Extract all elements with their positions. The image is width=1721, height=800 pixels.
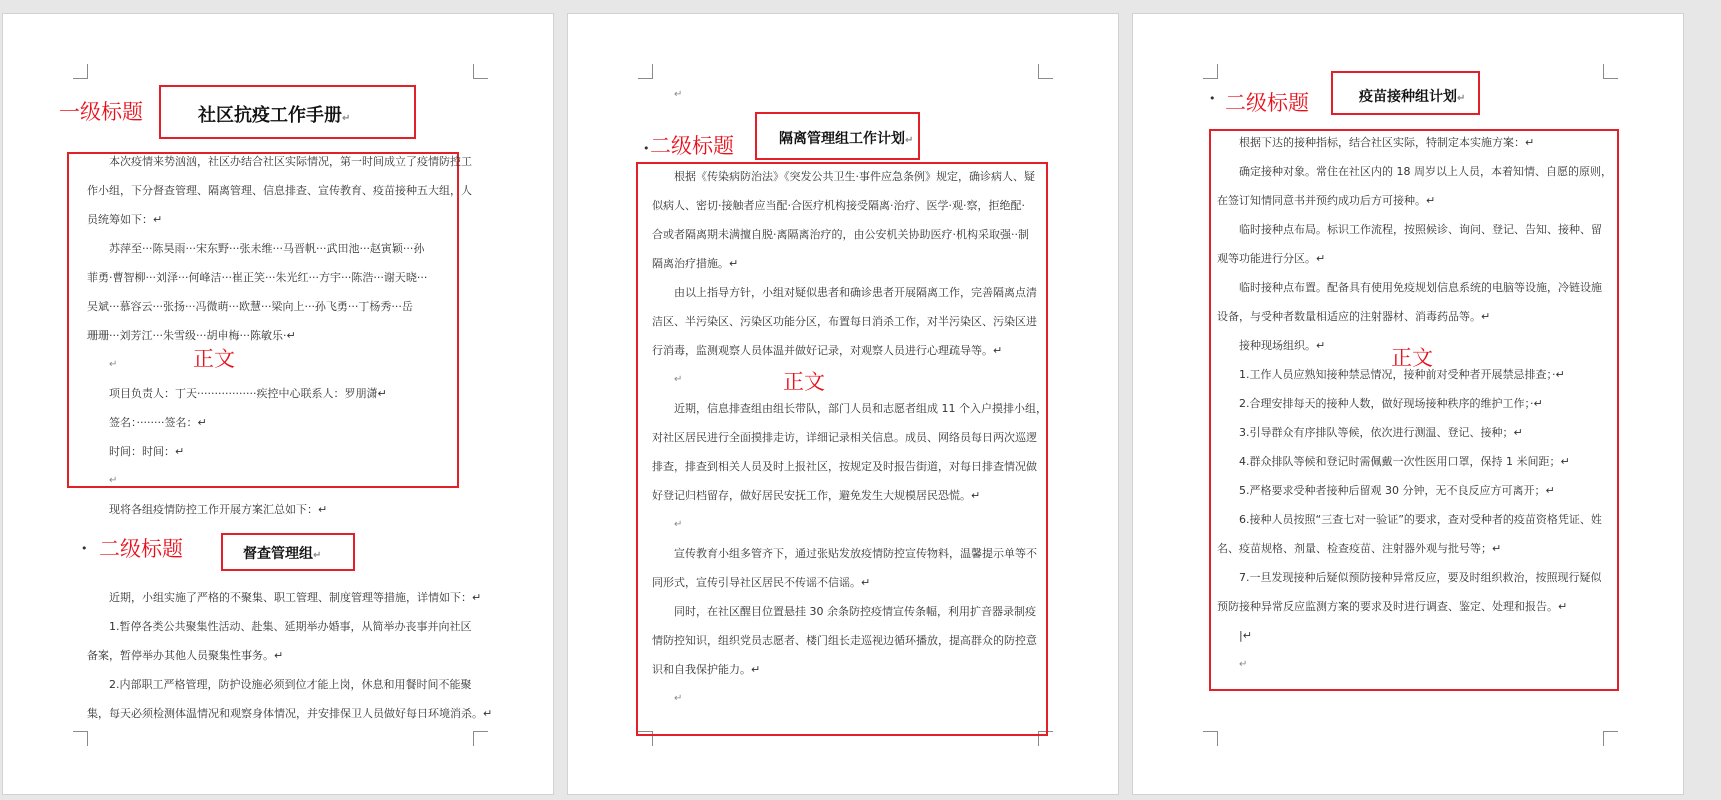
body-line[interactable]: 6.接种人员按照“三查七对一验证”的要求，查对受种者的疫苗资格凭证、姓 [1239, 513, 1602, 526]
body-text-box [636, 162, 1048, 736]
document-main-title[interactable]: 社区抗疫工作手册↵ [198, 105, 351, 126]
document-page-2 [567, 13, 1119, 795]
body-line[interactable]: 珊珊···刘芳江···朱雪级···胡申梅···陈敏乐·↵ [87, 329, 296, 342]
body-line[interactable]: 排查，排查到相关人员及时上报社区，按规定及时报告街道，对每日排查情况做 [652, 460, 1037, 473]
paragraph-mark: ↵ [674, 693, 683, 704]
body-line[interactable]: 预防接种异常反应监测方案的要求及时进行调查、鉴定、处理和报告。↵ [1217, 600, 1568, 613]
body-line[interactable]: 近期，小组实施了严格的不聚集、职工管理、制度管理等措施，详情如下：↵ [109, 591, 482, 604]
corner-mark [73, 731, 88, 746]
section-title[interactable]: 疫苗接种组计划↵ [1359, 89, 1466, 105]
body-line[interactable]: 1.工作人员应熟知接种禁忌情况，接种前对受种者开展禁忌排查；·↵ [1239, 368, 1565, 381]
body-line[interactable]: 洁区、半污染区、污染区功能分区，布置每日消杀工作，对半污染区、污染区进 [652, 315, 1037, 328]
body-line[interactable]: 识和自我保护能力。↵ [652, 663, 761, 676]
corner-mark [1203, 731, 1218, 746]
body-line[interactable]: 集，每天必须检测体温情况和观察身体情况，并安排保卫人员做好每日环境消杀。↵ [87, 707, 493, 720]
body-line[interactable]: 由以上指导方针，小组对疑似患者和确诊患者开展隔离工作，完善隔离点清 [674, 286, 1037, 299]
body-line[interactable]: 3.引导群众有序排队等候，依次进行测温、登记、接种；↵ [1239, 426, 1523, 439]
heading-bullet: • [643, 142, 650, 155]
body-line[interactable]: 时间：时间：↵ [109, 445, 185, 458]
body-line[interactable]: 1.暂停各类公共聚集性活动、赴集、延期举办婚事，从简举办丧事并向社区 [109, 620, 472, 633]
summary-line[interactable]: 现将各组疫情防控工作开展方案汇总如下：↵ [109, 503, 328, 516]
body-line[interactable]: 本次疫情来势汹汹，社区办结合社区实际情况，第一时间成立了疫情防控工 [109, 155, 472, 168]
corner-mark [73, 64, 88, 79]
body-line[interactable]: 吴斌···慕容云···张扬···冯微萌···欧慧···梁向上···孙飞勇···丁杨秀···岳 [87, 300, 413, 313]
body-line[interactable]: 宣传教育小组多管齐下，通过张贴发放疫情防控宣传物料，温馨提示单等不 [674, 547, 1037, 560]
body-line[interactable]: 确定接种对象。常住在社区内的 18 周岁以上人员，本着知情、自愿的原则， [1239, 165, 1612, 178]
body-line[interactable]: 5.严格要求受种者接种后留观 30 分钟，无不良反应方可离开；↵ [1239, 484, 1555, 497]
body-text-label: 正文 [193, 347, 235, 371]
body-text-label: 正文 [783, 370, 825, 394]
body-line[interactable]: 设备，与受种者数量相适应的注射器材、消毒药品等。↵ [1217, 310, 1491, 323]
body-line[interactable]: 苏萍至···陈昊雨···宋东野···张未维···马晋帆···武田池···赵寅颖···孙 [109, 242, 425, 255]
body-line[interactable]: 接种现场组织。↵ [1239, 339, 1326, 352]
corner-mark [1603, 731, 1618, 746]
paragraph-mark: ↵ [1239, 659, 1248, 670]
corner-mark [473, 64, 488, 79]
body-line[interactable]: 同形式，宣传引导社区居民不传谣不信谣。↵ [652, 576, 871, 589]
body-line[interactable]: 观等功能进行分区。↵ [1217, 252, 1326, 265]
body-line[interactable]: 项目负责人：丁天·················疾控中心联系人：罗朋潇↵ [109, 387, 387, 400]
body-line[interactable]: 7.一旦发现接种后疑似预防接种异常反应，要及时组织救治，按照现行疑似 [1239, 571, 1602, 584]
section-title[interactable]: 隔离管理组工作计划↵ [779, 131, 914, 147]
paragraph-mark: ↵ [109, 475, 118, 486]
body-line[interactable]: 2.内部职工严格管理，防护设施必须到位才能上岗，休息和用餐时间不能聚 [109, 678, 472, 691]
paragraph-mark: ↵ [674, 89, 683, 100]
body-line[interactable]: 在签订知情同意书并预约成功后方可接种。↵ [1217, 194, 1436, 207]
body-line[interactable]: 同时，在社区醒目位置悬挂 30 余条防控疫情宣传条幅，利用扩音器录制疫 [674, 605, 1036, 618]
body-line[interactable]: 名、疫苗规格、剂量、检查疫苗、注射器外观与批号等；↵ [1217, 542, 1502, 555]
document-page-1 [2, 13, 554, 795]
body-line[interactable]: 近期，信息排查组由组长带队，部门人员和志愿者组成 11 个入户摸排小组， [674, 402, 1047, 415]
heading-bullet: • [1209, 92, 1216, 105]
body-line[interactable]: 似病人、密切·接触者应当配·合医疗机构接受隔离·治疗、医学·观·察，拒绝配· [652, 199, 1025, 212]
corner-mark [1603, 64, 1618, 79]
body-line[interactable]: 好登记归档留存，做好居民安抚工作，避免发生大规模居民恐慌。↵ [652, 489, 981, 502]
level2-heading-label: 二级标题 [99, 537, 183, 561]
body-line[interactable]: 临时接种点布局。标识工作流程，按照候诊、询问、登记、告知、接种、留 [1239, 223, 1602, 236]
body-line[interactable]: 签名：········签名：↵ [109, 416, 207, 429]
body-line[interactable]: 临时接种点布置。配备具有使用免疫规划信息系统的电脑等设施，冷链设施 [1239, 281, 1602, 294]
body-text-label: 正文 [1391, 346, 1433, 370]
body-line[interactable]: 合或者隔离期未满擅自脱·离隔离治疗的，由公安机关协助医疗·机构采取强··制 [652, 228, 1029, 241]
heading-bullet: • [81, 542, 88, 555]
text-cursor-line[interactable]: |↵ [1239, 629, 1252, 642]
body-line[interactable]: 员统筹如下：↵ [87, 213, 163, 226]
body-line[interactable]: 菲勇·曹智柳···刘泽···何峰洁···崔正笑···朱光红···方宇···陈浩···谢天晓··· [87, 271, 428, 284]
corner-mark [473, 731, 488, 746]
level2-heading-label: 二级标题 [650, 134, 734, 158]
document-page-3 [1132, 13, 1684, 795]
section-title[interactable]: 督查管理组↵ [243, 546, 322, 562]
body-line[interactable]: 作小组，下分督查管理、隔离管理、信息排查、宣传教育、疫苗接种五大组，人 [87, 184, 472, 197]
corner-mark [1203, 64, 1218, 79]
paragraph-mark: ↵ [109, 359, 118, 370]
corner-mark [638, 64, 653, 79]
body-line[interactable]: 根据《传染病防治法》《突发公共卫生·事件应急条例》规定，确诊病人、疑 [674, 170, 1035, 183]
paragraph-mark: ↵ [674, 374, 683, 385]
body-line[interactable]: 对社区居民进行全面摸排走访，详细记录相关信息。成员、网络员每日两次巡逻 [652, 431, 1037, 444]
level2-heading-label: 二级标题 [1225, 91, 1309, 115]
corner-mark [1038, 64, 1053, 79]
body-line[interactable]: 根据下达的接种指标，结合社区实际，特制定本实施方案：↵ [1239, 136, 1535, 149]
body-line[interactable]: 2.合理安排每天的接种人数，做好现场接种秩序的维护工作；·↵ [1239, 397, 1543, 410]
level1-heading-label: 一级标题 [59, 100, 143, 124]
body-line[interactable]: 隔离治疗措施。↵ [652, 257, 739, 270]
paragraph-mark: ↵ [674, 519, 683, 530]
body-line[interactable]: 4.群众排队等候和登记时需佩戴一次性医用口罩，保持 1 米间距；↵ [1239, 455, 1570, 468]
body-line[interactable]: 备案，暂停举办其他人员聚集性事务。↵ [87, 649, 284, 662]
body-line[interactable]: 情防控知识，组织党员志愿者、楼门组长走巡视边循环播放，提高群众的防控意 [652, 634, 1037, 647]
body-text-box [67, 152, 459, 488]
body-line[interactable]: 行消毒，监测观察人员体温并做好记录，对观察人员进行心理疏导等。↵ [652, 344, 1003, 357]
